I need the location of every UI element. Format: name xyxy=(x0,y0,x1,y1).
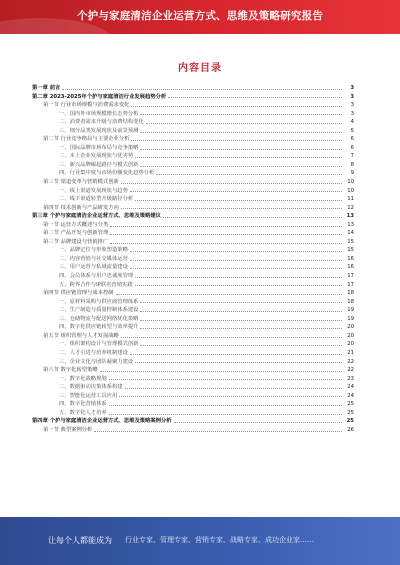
toc-entry[interactable] xyxy=(32,118,354,127)
toc-page-number: 20 xyxy=(347,332,354,339)
toc-page-number: 26 xyxy=(347,426,354,433)
toc-entry[interactable] xyxy=(32,238,354,247)
toc-page-number: 16 xyxy=(347,255,354,262)
toc-page-number: 6 xyxy=(350,136,354,143)
toc-leader-dots xyxy=(130,260,342,261)
toc-leader-dots xyxy=(135,285,342,286)
toc-entry-text: 第六节 数字化转型策略 xyxy=(43,367,98,374)
toc-page-number: 10 xyxy=(347,187,354,194)
toc-entry[interactable] xyxy=(32,93,354,102)
toc-heading: 内容目录 xyxy=(178,63,222,74)
toc-entry-text: 第五节 组织管理与人才发展战略 xyxy=(43,332,119,339)
toc-entry[interactable] xyxy=(32,358,354,367)
report-header xyxy=(0,0,400,34)
toc-entry-text: 三、智能化运营工具应用 xyxy=(59,392,118,399)
toc-leader-dots xyxy=(140,345,342,346)
toc-entry-text: 三、细分品类发展现状及前景预测 xyxy=(59,127,139,134)
table-of-contents xyxy=(32,84,354,434)
toc-entry[interactable] xyxy=(32,366,354,375)
toc-entry[interactable] xyxy=(32,272,354,281)
toc-page-number: 19 xyxy=(347,307,354,314)
toc-entry[interactable] xyxy=(32,426,354,435)
toc-page-number: 3 xyxy=(350,93,354,100)
toc-entry-text: 一、品牌定位与形象塑造策略 xyxy=(59,247,128,254)
toc-leader-dots xyxy=(140,132,342,133)
toc-page-number: 24 xyxy=(347,392,354,399)
toc-leader-dots xyxy=(109,414,342,415)
toc-leader-dots xyxy=(131,106,342,107)
toc-entry-text: 三、企业文化与团队凝聚力建设 xyxy=(59,358,134,365)
toc-entry[interactable] xyxy=(32,204,354,213)
toc-leader-dots xyxy=(121,208,342,209)
toc-page-number: 8 xyxy=(350,161,354,168)
toc-entry[interactable] xyxy=(32,255,354,264)
toc-entry-text: 四、数字化营销体系 xyxy=(59,401,107,408)
toc-page-number: 23 xyxy=(347,375,354,382)
toc-entry-text: 第一节 运营方式概述与分类 xyxy=(43,221,109,228)
toc-entry-text: 二、数据驱动决策体系构建 xyxy=(59,384,123,391)
toc-page-number: 19 xyxy=(347,315,354,322)
toc-page-number: 3 xyxy=(350,85,354,91)
toc-entry[interactable] xyxy=(32,212,354,221)
toc-page-number: 13 xyxy=(346,213,354,220)
toc-leader-dots xyxy=(140,320,342,321)
toc-leader-dots xyxy=(121,337,342,338)
toc-leader-dots xyxy=(140,328,342,329)
toc-page-number: 10 xyxy=(347,179,354,186)
toc-entry[interactable] xyxy=(32,135,354,144)
toc-entry-text: 二、本土企业发展现状与优劣势 xyxy=(59,153,134,160)
toc-page-number: 17 xyxy=(347,273,354,280)
toc-entry[interactable] xyxy=(32,221,354,230)
toc-leader-dots xyxy=(130,354,342,355)
toc-entry[interactable] xyxy=(32,332,354,341)
toc-leader-dots xyxy=(109,405,342,406)
toc-page-number: 25 xyxy=(347,409,354,416)
toc-entry-text: 第三章 个护与家庭清洁企业运营方式、思维及策略建议 xyxy=(32,213,161,220)
toc-leader-dots xyxy=(110,226,342,227)
toc-page-number: 18 xyxy=(347,290,354,297)
toc-page-number: 20 xyxy=(347,341,354,348)
toc-leader-dots xyxy=(125,388,342,389)
toc-leader-dots xyxy=(121,183,342,184)
toc-leader-dots xyxy=(116,294,342,295)
toc-entry-text: 第二节 行业竞争格局与主要企业分析 xyxy=(43,136,130,143)
toc-entry-text: 第二节 产品开发与创新管理 xyxy=(43,230,109,237)
toc-leader-dots xyxy=(156,174,342,175)
toc-entry-text: 二、生产制造与质量控制体系建设 xyxy=(59,307,139,314)
toc-entry-text: 四、会员体系与用户忠诚度管理 xyxy=(59,273,134,280)
toc-entry-text: 四、数字化供应链转型与效率提升 xyxy=(59,324,139,331)
toc-page-number: 6 xyxy=(350,144,354,151)
toc-entry[interactable] xyxy=(32,400,354,409)
toc-leader-dots xyxy=(62,89,342,90)
toc-leader-dots xyxy=(109,379,342,380)
toc-entry[interactable] xyxy=(32,169,354,178)
toc-leader-dots xyxy=(135,362,342,363)
toc-page-number: 17 xyxy=(347,281,354,288)
toc-leader-dots xyxy=(163,217,342,218)
toc-entry-text: 第四节 技术创新与产品研发方向 xyxy=(43,204,119,211)
toc-entry[interactable] xyxy=(32,306,354,315)
toc-entry-text: 二、消费者需求升级与消费结构变化 xyxy=(59,119,144,126)
toc-entry-text: 五、跨界合作与IP联名营销实践 xyxy=(59,281,133,288)
footer-lead: 让每个人都能成为 xyxy=(48,536,112,545)
toc-page-number: 21 xyxy=(347,349,354,356)
toc-leader-dots xyxy=(130,251,342,252)
toc-page-number: 22 xyxy=(347,367,354,374)
toc-entry[interactable] xyxy=(32,195,354,204)
toc-entry[interactable] xyxy=(32,340,354,349)
toc-entry[interactable] xyxy=(32,178,354,187)
toc-entry[interactable] xyxy=(32,409,354,418)
toc-page-number: 14 xyxy=(347,230,354,237)
toc-entry-text: 三、用户运营与私域流量建设 xyxy=(59,264,128,271)
toc-entry-text: 五、数字化人才培养 xyxy=(59,409,107,416)
toc-entry-text: 第一章 前言 xyxy=(32,85,61,91)
toc-entry[interactable] xyxy=(32,127,354,136)
toc-entry-text: 第二章 2023-2025年个护与家庭清洁行业发展趋势分析 xyxy=(32,93,167,100)
toc-leader-dots xyxy=(140,149,342,150)
toc-leader-dots xyxy=(135,277,342,278)
toc-leader-dots xyxy=(130,191,342,192)
toc-entry[interactable] xyxy=(32,229,354,238)
toc-entry-text: 一、线上渠道发展现状与趋势 xyxy=(59,187,128,194)
toc-leader-dots xyxy=(135,157,342,158)
toc-entry-text: 三、仓储物流与配送网络优化策略 xyxy=(59,315,139,322)
toc-leader-dots xyxy=(135,200,342,201)
toc-entry-text: 第四章 个护与家庭清洁企业运营方式、思维及策略案例分析 xyxy=(32,418,172,425)
toc-entry-text: 一、国内外市场规模增长态势分析 xyxy=(59,110,139,117)
toc-entry[interactable] xyxy=(32,383,354,392)
toc-entry[interactable] xyxy=(32,152,354,161)
toc-leader-dots xyxy=(100,371,342,372)
toc-entry-text: 第三节 品牌建设与营销推广 xyxy=(43,238,109,245)
toc-entry-text: 第四节 供应链管理与成本控制 xyxy=(43,290,114,297)
toc-entry[interactable] xyxy=(32,187,354,196)
toc-entry[interactable] xyxy=(32,263,354,272)
toc-entry-text: 二、人才引进与培养机制建设 xyxy=(59,349,128,356)
toc-entry-text: 一、原材料采购与供应商管理体系 xyxy=(59,298,139,305)
toc-page-number: 11 xyxy=(347,196,354,203)
toc-entry-text: 一、国际品牌市场布局与竞争策略 xyxy=(59,144,139,151)
toc-entry-text: 一、组织架构设计与管理模式创新 xyxy=(59,341,139,348)
toc-entry[interactable] xyxy=(32,246,354,255)
toc-entry[interactable] xyxy=(32,101,354,110)
toc-page-number: 25 xyxy=(347,401,354,408)
toc-page-number: 7 xyxy=(350,153,354,160)
report-title: 个护与家庭清洁企业运营方式、思维及策略研究报告 xyxy=(76,10,324,22)
toc-page-number: 12 xyxy=(347,204,354,211)
toc-entry[interactable] xyxy=(32,375,354,384)
toc-entry-text: 第一节 典型案例分析 xyxy=(43,426,93,433)
toc-leader-dots xyxy=(140,311,342,312)
toc-leader-dots xyxy=(140,302,342,303)
toc-entry-text: 第一节 行业市场规模与消费需求变化 xyxy=(43,102,130,109)
toc-entry[interactable] xyxy=(32,392,354,401)
toc-page-number: 16 xyxy=(347,264,354,271)
toc-page-number: 20 xyxy=(347,324,354,331)
toc-leader-dots xyxy=(168,97,342,98)
toc-page-number: 15 xyxy=(347,238,354,245)
toc-entry-text: 二、内容营销与社交媒体运营 xyxy=(59,255,128,262)
toc-entry[interactable] xyxy=(32,417,354,426)
toc-leader-dots xyxy=(131,140,342,141)
toc-page-number: 22 xyxy=(347,358,354,365)
toc-entry[interactable] xyxy=(32,144,354,153)
footer-roles: 行业专家、管理专家、营销专家、战略专家、成功企业家…… xyxy=(125,536,314,544)
toc-page-number: 9 xyxy=(350,170,354,177)
toc-entry[interactable] xyxy=(32,281,354,290)
toc-leader-dots xyxy=(140,166,342,167)
toc-leader-dots xyxy=(140,114,342,115)
toc-entry[interactable] xyxy=(32,349,354,358)
toc-leader-dots xyxy=(119,396,342,397)
toc-page-number: 5 xyxy=(350,127,354,134)
toc-leader-dots xyxy=(110,243,342,244)
toc-entry-text: 二、线下渠道转型升级路径分析 xyxy=(59,196,134,203)
toc-page-number: 18 xyxy=(347,298,354,305)
toc-entry[interactable] xyxy=(32,84,354,93)
toc-page-number: 24 xyxy=(347,384,354,391)
toc-entry[interactable] xyxy=(32,315,354,324)
toc-entry-text: 第三节 渠道变革与营销模式创新 xyxy=(43,179,119,186)
footer-banner xyxy=(0,517,400,565)
toc-entry-text: 一、数字化战略规划 xyxy=(59,375,107,382)
toc-leader-dots xyxy=(174,422,342,423)
toc-entry-text: 三、新兴品牌崛起路径与模式创新 xyxy=(59,161,139,168)
toc-leader-dots xyxy=(94,431,342,432)
toc-leader-dots xyxy=(146,123,342,124)
toc-leader-dots xyxy=(110,234,342,235)
toc-page-number: 15 xyxy=(347,247,354,254)
toc-page-number: 4 xyxy=(350,119,354,126)
toc-leader-dots xyxy=(130,268,342,269)
toc-entry[interactable] xyxy=(32,161,354,170)
toc-entry[interactable] xyxy=(32,323,354,332)
toc-entry-text: 四、行业集中度与市场份额变化趋势分析 xyxy=(59,170,155,177)
toc-page-number: 13 xyxy=(347,221,354,228)
toc-page-number: 3 xyxy=(350,102,354,109)
toc-entry[interactable] xyxy=(32,298,354,307)
toc-entry[interactable] xyxy=(32,289,354,298)
toc-entry[interactable] xyxy=(32,110,354,119)
toc-page-number: 3 xyxy=(350,110,354,117)
toc-page-number: 25 xyxy=(346,418,354,425)
